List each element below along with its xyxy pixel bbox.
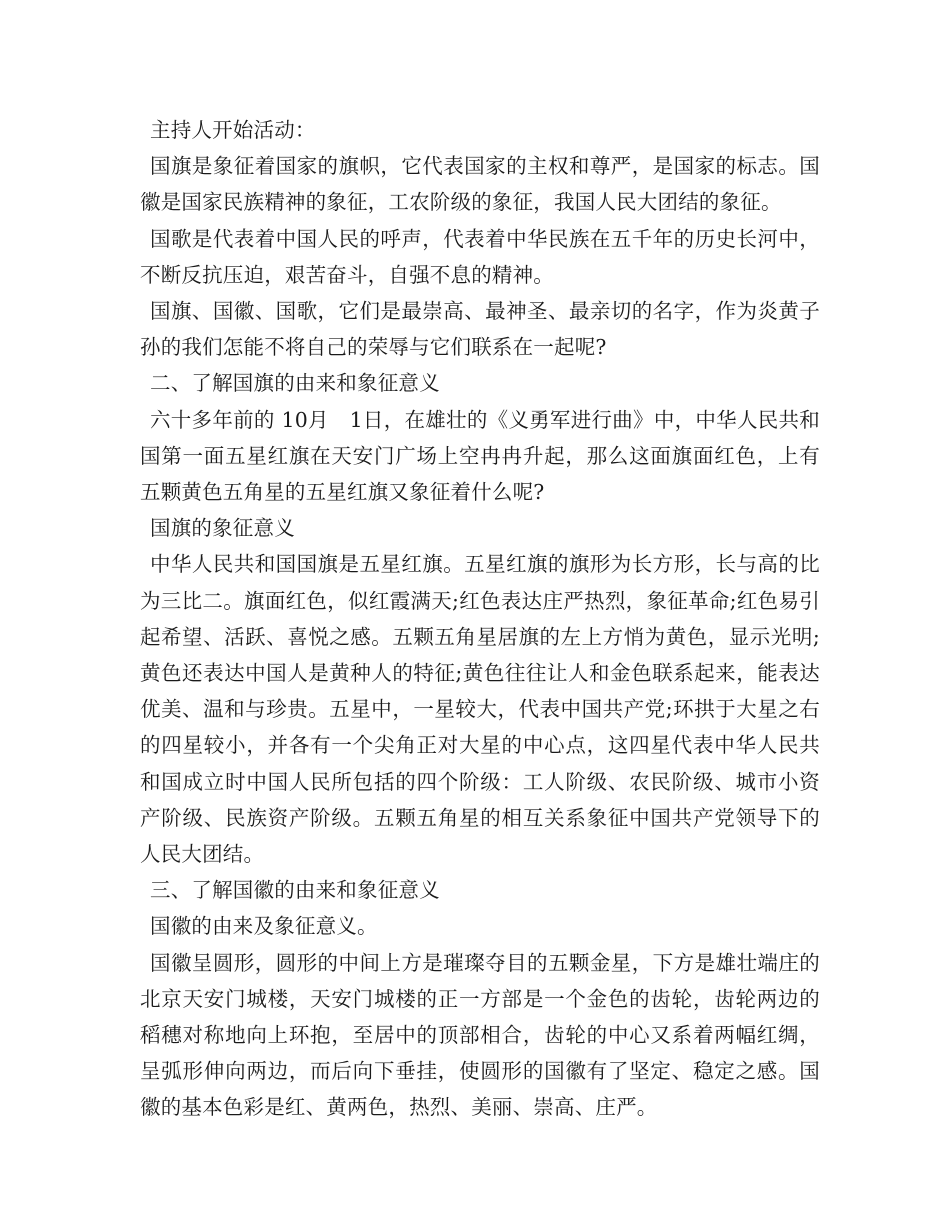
- paragraph-symbols-summary: 国旗、国徽、国歌，它们是最崇高、最神圣、最亲切的名字，作为炎黄子孙的我们怎能不将自己的荣辱与它们联系在一起呢?: [140, 299, 820, 360]
- document-body: [140, 112, 820, 1126]
- paragraph-emblem-meaning: 国徽呈圆形，圆形的中间上方是璀璨夺目的五颗金星，下方是雄壮端庄的北京天安门城楼，天安门城楼的正一方部是一个金色的齿轮，齿轮两边的稻穗对称地向上环抱，至居中的顶部相合，齿轮的中心又系着两幅红绸，呈弧形伸向两边，而后向下垂挂，使圆形的国徽有了坚定、稳定之感。国徽的基本色彩是红、黄两色，热烈、美丽、崇高、庄严。: [140, 950, 820, 1120]
- paragraph-flag-meaning: 中华人民共和国国旗是五星红旗。五星红旗的旗形为长方形，长与高的比为三比二。旗面红色，似红霞满天;红色表达庄严热烈，象征革命;红色易引起希望、活跃、喜悦之感。五颗五角星居旗的左上方悄为黄色，显示光明;黄色还表达中国人是黄种人的特征;黄色往往让人和金色联系起来，能表达优美、温和与珍贵。五星中，一星较大，代表中国共产党;环拱于大星之右的四星较小，并各有一个尖角正对大星的中心点，这四星代表中华人民共和国成立时中国人民所包括的四个阶级：工人阶级、农民阶级、城市小资产阶级、民族资产阶级。五颗五角星的相互关系象征中国共产党领导下的人民大团结。: [140, 552, 820, 867]
- paragraph-host-opening: 主持人开始活动：: [150, 118, 316, 142]
- section-heading-emblem: 三、了解国徽的由来和象征意义: [150, 878, 440, 903]
- subheading-emblem-meaning: 国徽的由来及象征意义。: [150, 914, 378, 939]
- paragraph-anthem-intro: 国歌是代表着中国人民的呼声，代表着中华民族在五千年的历史长河中，不断反抗压迫，艰苦奋斗，自强不息的精神。: [140, 226, 820, 287]
- section-heading-flag: 二、了解国旗的由来和象征意义: [150, 371, 440, 396]
- subheading-flag-meaning: 国旗的象征意义: [150, 516, 295, 541]
- paragraph-flag-history: 六十多年前的 10月 1日，在雄壮的《义勇军进行曲》中，中华人民共和国第一面五星红旗在天安门广场上空冉冉升起，那么这面旗面红色，上有五颗黄色五角星的五星红旗又象征着什么呢?: [140, 407, 820, 505]
- paragraph-flag-emblem-intro: 国旗是象征着国家的旗帜，它代表国家的主权和尊严，是国家的标志。国徽是国家民族精神的象征，工农阶级的象征，我国人民大团结的象征。: [140, 154, 820, 215]
